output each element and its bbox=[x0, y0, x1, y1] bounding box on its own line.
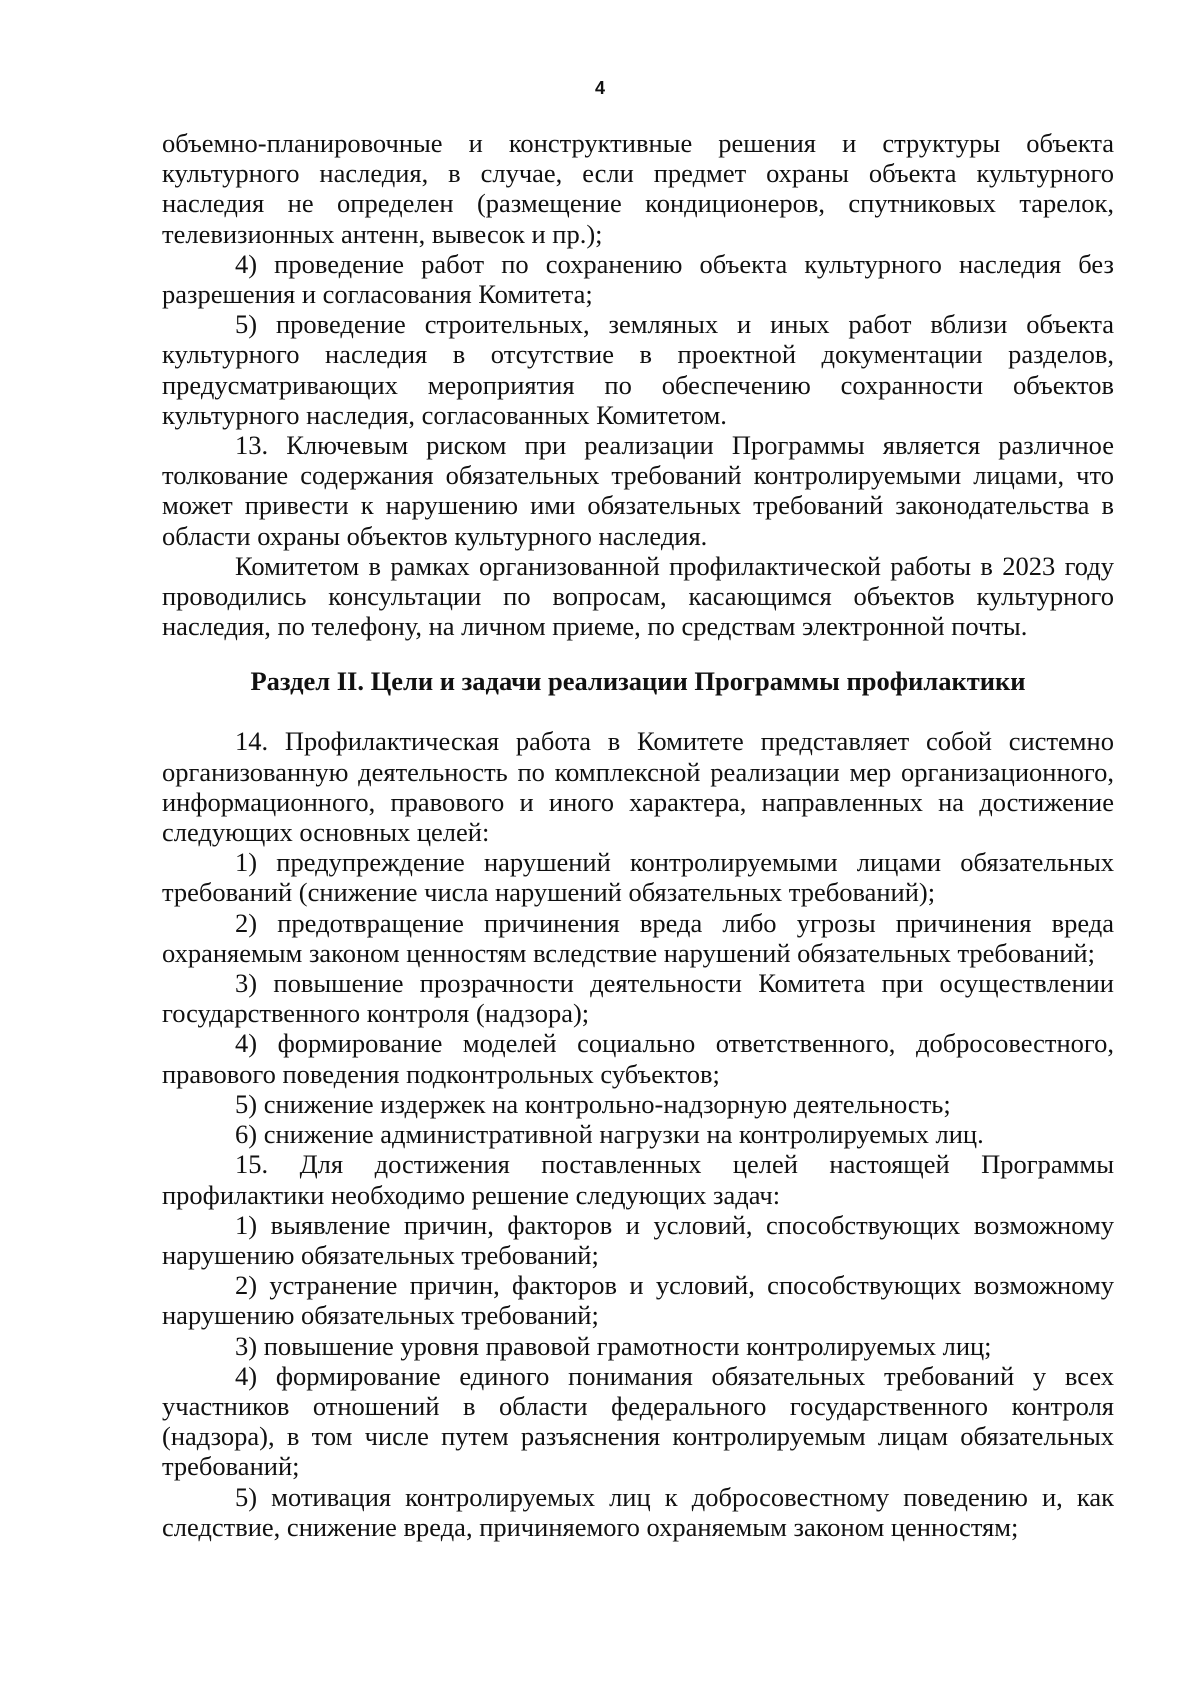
paragraph-continuation: объемно-планировочные и конструктивные решения и структуры объекта культурного наследия, в случае, если предмет охраны объекта культурного наследия не определен (размещение кондиционеров, спутниковых тарелок, телевизионных антенн, вывесок и пр.); bbox=[162, 128, 1114, 249]
goal-item: 2) предотвращение причинения вреда либо угрозы причинения вреда охраняемым законом ценностям вследствие нарушений обязательных требований; bbox=[162, 907, 1114, 968]
task-item: 1) выявление причин, факторов и условий, способствующих возможному нарушению обязательных требований; bbox=[162, 1209, 1114, 1270]
task-item: 5) мотивация контролируемых лиц к добросовестному поведению и, как следствие, снижение вреда, причиняемого охраняемым законом ценностям; bbox=[162, 1481, 1114, 1542]
task-item: 3) повышение уровня правовой грамотности контролируемых лиц; bbox=[235, 1330, 992, 1361]
paragraph-15: 15. Для достижения поставленных целей настоящей Программы профилактики необходимо решение следующих задач: bbox=[162, 1149, 1114, 1210]
list-item-violation-5: 5) проведение строительных, земляных и иных работ вблизи объекта культурного наследия в отсутствие в проектной документации разделов, предусматривающих мероприятия по обеспечению сохранности объектов культурного наследия, согласованных Комитетом. bbox=[162, 309, 1114, 430]
task-item: 4) формирование единого понимания обязательных требований у всех участников отношений в области федерального государственного контроля (надзора), в том числе путем разъяснения контролируемым лицам обязательных требований; bbox=[162, 1360, 1114, 1482]
list-item-violation-4: 4) проведение работ по сохранению объекта культурного наследия без разрешения и согласования Комитета; bbox=[162, 248, 1114, 310]
paragraph-14: 14. Профилактическая работа в Комитете представляет собой системно организованную деятельность по комплексной реализации мер организационного, информационного, правового и иного характера, направленных на достижение следующих основных целей: bbox=[162, 726, 1114, 848]
goal-item: 4) формирование моделей социально ответственного, добросовестного, правового поведения подконтрольных субъектов; bbox=[162, 1028, 1114, 1089]
goal-item: 1) предупреждение нарушений контролируемыми лицами обязательных требований (снижение числа нарушений обязательных требований); bbox=[162, 847, 1114, 908]
paragraph-committee-consultations: Комитетом в рамках организованной профилактической работы в 2023 году проводились консультации по вопросам, касающимся объектов культурного наследия, по телефону, на личном приеме, по средствам электронной почты. bbox=[162, 550, 1114, 642]
paragraph-13: 13. Ключевым риском при реализации Программы является различное толкование содержания обязательных требований контролируемыми лицами, что может привести к нарушению ими обязательных требований законодательства в области охраны объектов культурного наследия. bbox=[162, 430, 1114, 551]
goal-item: 6) снижение административной нагрузки на контролируемых лиц. bbox=[235, 1119, 984, 1150]
goal-item: 5) снижение издержек на контрольно-надзорную деятельность; bbox=[235, 1088, 951, 1119]
section-heading: Раздел II. Цели и задачи реализации Программы профилактики bbox=[250, 666, 1026, 697]
page-number: 4 bbox=[594, 78, 605, 98]
goal-item: 3) повышение прозрачности деятельности Комитета при осуществлении государственного контроля (надзора); bbox=[162, 968, 1114, 1029]
document-body bbox=[162, 128, 1114, 1542]
task-item: 2) устранение причин, факторов и условий, способствующих возможному нарушению обязательных требований; bbox=[162, 1270, 1114, 1331]
